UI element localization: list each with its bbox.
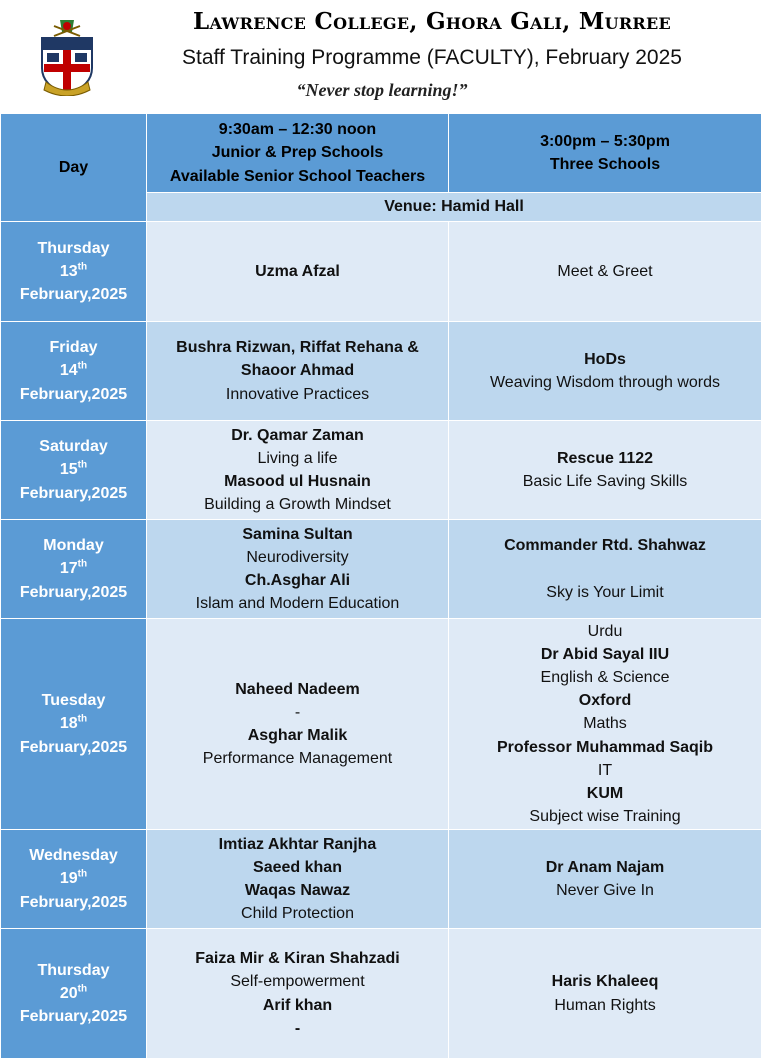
morning-session-cell [147, 619, 449, 830]
schedule-row [1, 421, 761, 520]
session-topic: - [151, 701, 444, 724]
presenter-name: Shaoor Ahmad [151, 359, 444, 382]
session-topic: Performance Management [151, 747, 444, 770]
session-topic: Weaving Wisdom through words [453, 371, 757, 394]
presenter-name: Commander Rtd. Shahwaz [453, 534, 757, 557]
session-topic: Subject wise Training [453, 805, 757, 828]
session-topic: Meet & Greet [453, 260, 757, 283]
afternoon-audience: Three Schools [453, 153, 757, 176]
day-month: February,2025 [5, 1005, 142, 1028]
session-topic: English & Science [453, 666, 757, 689]
session-topic: Neurodiversity [151, 546, 444, 569]
day-name: Tuesday [5, 689, 142, 712]
day-month: February,2025 [5, 736, 142, 759]
session-topic: Never Give In [453, 879, 757, 902]
morning-audience: Junior & Prep Schools [151, 141, 444, 164]
presenter-name: Dr Abid Sayal IIU [453, 643, 757, 666]
date-suffix: th [78, 714, 87, 725]
schedule-row [1, 322, 761, 421]
morning-session-header [147, 114, 449, 193]
presenter-name: Oxford [453, 689, 757, 712]
presenter-name: Ch.Asghar Ali [151, 569, 444, 592]
schedule-table [0, 113, 761, 1059]
session-topic: Human Rights [453, 994, 757, 1017]
session-topic: Urdu [453, 620, 757, 643]
morning-session-cell [147, 830, 449, 929]
day-month: February,2025 [5, 383, 142, 406]
day-name: Friday [5, 336, 142, 359]
date-number: 14 [60, 362, 78, 379]
afternoon-session-cell [449, 830, 761, 929]
presenter-name: Arif khan [151, 994, 444, 1017]
day-name: Wednesday [5, 844, 142, 867]
afternoon-session-header [449, 114, 761, 193]
day-name: Thursday [5, 959, 142, 982]
date-number: 13 [60, 263, 78, 280]
day-name: Thursday [5, 237, 142, 260]
date-suffix: th [78, 869, 87, 880]
date-number: 18 [60, 715, 78, 732]
session-topic: Basic Life Saving Skills [453, 470, 757, 493]
date-number: 15 [60, 461, 78, 478]
session-topic: IT [453, 759, 757, 782]
day-date [5, 260, 142, 283]
motto: “Never stop learning!” [112, 80, 652, 101]
day-month: February,2025 [5, 581, 142, 604]
presenter-name: Haris Khaleeq [453, 970, 757, 993]
day-month: February,2025 [5, 283, 142, 306]
presenter-name: Saeed khan [151, 856, 444, 879]
day-date [5, 982, 142, 1005]
day-cell [1, 619, 147, 830]
afternoon-session-cell [449, 322, 761, 421]
schedule-row [1, 929, 761, 1059]
presenter-name: Dr. Qamar Zaman [151, 424, 444, 447]
date-suffix: th [78, 984, 87, 995]
day-cell [1, 830, 147, 929]
day-cell [1, 929, 147, 1059]
college-name: Lawrence College, Ghora Gali, Murree [112, 8, 752, 35]
day-date [5, 867, 142, 890]
afternoon-session-cell [449, 222, 761, 322]
afternoon-time: 3:00pm – 5:30pm [453, 130, 757, 153]
schedule-row [1, 222, 761, 322]
presenter-name: Naheed Nadeem [151, 678, 444, 701]
day-cell [1, 520, 147, 619]
presenter-name: Asghar Malik [151, 724, 444, 747]
day-cell [1, 222, 147, 322]
session-topic: Islam and Modern Education [151, 592, 444, 615]
presenter-name: - [151, 1017, 444, 1040]
presenter-name: Bushra Rizwan, Riffat Rehana & [151, 336, 444, 359]
session-topic: Child Protection [151, 902, 444, 925]
day-month: February,2025 [5, 891, 142, 914]
day-cell [1, 322, 147, 421]
day-month: February,2025 [5, 482, 142, 505]
date-suffix: th [78, 361, 87, 372]
presenter-name: KUM [453, 782, 757, 805]
presenter-name: HoDs [453, 348, 757, 371]
morning-session-cell [147, 421, 449, 520]
afternoon-session-cell [449, 421, 761, 520]
date-number: 17 [60, 560, 78, 577]
schedule-row [1, 619, 761, 830]
session-topic: Self-empowerment [151, 970, 444, 993]
session-topic: Living a life [151, 447, 444, 470]
morning-session-cell [147, 929, 449, 1059]
day-name: Saturday [5, 435, 142, 458]
day-date [5, 557, 142, 580]
venue: Venue: Hamid Hall [147, 193, 761, 222]
presenter-name: Faiza Mir & Kiran Shahzadi [151, 947, 444, 970]
session-topic: Innovative Practices [151, 383, 444, 406]
presenter-name: Imtiaz Akhtar Ranjha [151, 833, 444, 856]
afternoon-session-cell [449, 929, 761, 1059]
presenter-name: Dr Anam Najam [453, 856, 757, 879]
presenter-name: Rescue 1122 [453, 447, 757, 470]
session-topic: Building a Growth Mindset [151, 493, 444, 516]
presenter-name: Samina Sultan [151, 523, 444, 546]
day-date [5, 359, 142, 382]
day-cell [1, 421, 147, 520]
day-date [5, 458, 142, 481]
presenter-name: Professor Muhammad Saqib [453, 736, 757, 759]
morning-session-cell [147, 222, 449, 322]
morning-audience-note: Available Senior School Teachers [151, 165, 444, 188]
afternoon-session-cell [449, 520, 761, 619]
date-number: 20 [60, 985, 78, 1002]
morning-time: 9:30am – 12:30 noon [151, 118, 444, 141]
day-name: Monday [5, 534, 142, 557]
presenter-name: Uzma Afzal [151, 260, 444, 283]
date-suffix: th [78, 559, 87, 570]
day-column-header: Day [1, 114, 147, 222]
programme-title: Staff Training Programme (FACULTY), February 2025 [112, 46, 752, 70]
document-header [0, 0, 761, 113]
schedule-row [1, 520, 761, 619]
day-date [5, 712, 142, 735]
presenter-name: Masood ul Husnain [151, 470, 444, 493]
session-topic: Maths [453, 712, 757, 735]
presenter-name: Waqas Nawaz [151, 879, 444, 902]
date-suffix: th [78, 262, 87, 273]
date-suffix: th [78, 460, 87, 471]
schedule-row [1, 830, 761, 929]
morning-session-cell [147, 520, 449, 619]
afternoon-session-cell [449, 619, 761, 830]
morning-session-cell [147, 322, 449, 421]
session-topic: Sky is Your Limit [453, 581, 757, 604]
date-number: 19 [60, 870, 78, 887]
college-crest-icon [36, 18, 98, 96]
session-topic [453, 557, 757, 580]
